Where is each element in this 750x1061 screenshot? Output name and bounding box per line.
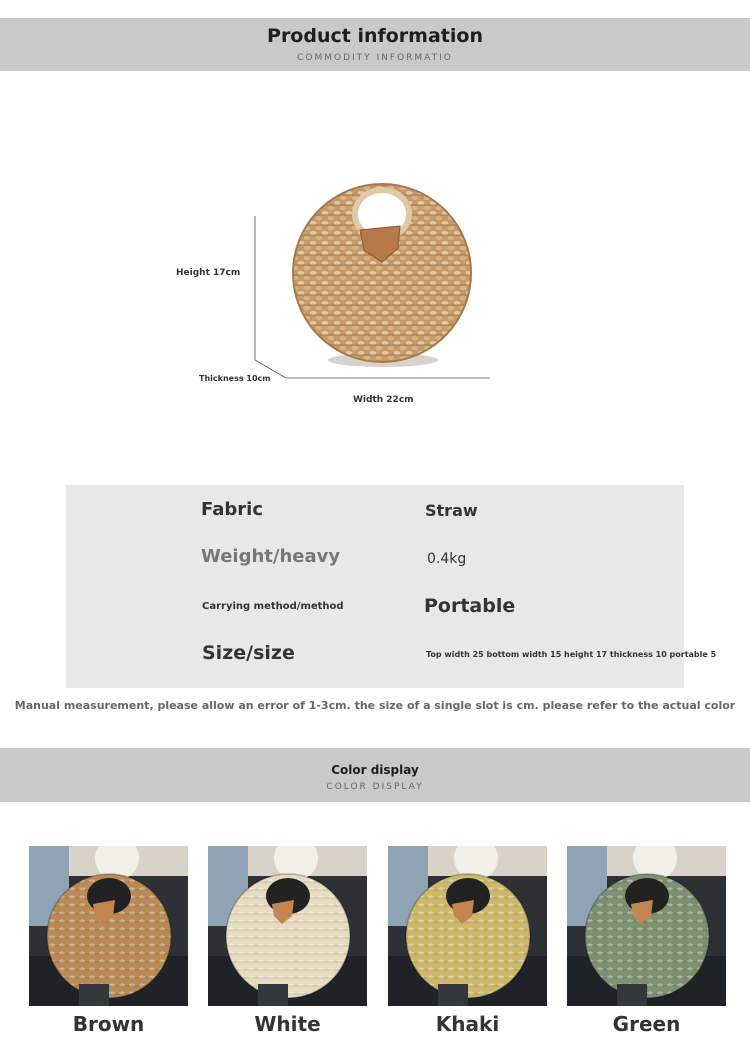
measurement-note: Manual measurement, please allow an error of 1-3cm. the size of a single slot is cm. please refer to the actual color [14, 699, 736, 712]
color-swatch-photo[interactable] [29, 846, 188, 1006]
spec-label-size: Size/size [202, 642, 295, 664]
color-label-khaki: Khaki [435, 1012, 500, 1036]
spec-label-weight: Weight/heavy [201, 546, 341, 567]
color-label-white: White [254, 1012, 321, 1036]
thickness-label: Thickness 10cm [199, 374, 271, 383]
spec-value-fabric: Straw [425, 501, 478, 520]
color-swatch-photo[interactable] [388, 846, 547, 1006]
spec-value-carrying: Portable [424, 595, 516, 617]
product-info-header [0, 18, 750, 71]
color-label-green: Green [612, 1012, 681, 1036]
color-section-subtitle: COLOR DISPLAY [326, 782, 424, 792]
color-display-header [0, 748, 750, 802]
spec-table [66, 485, 717, 688]
spec-value-weight: 0.4kg [427, 551, 467, 567]
color-label-brown: Brown [72, 1012, 145, 1036]
header-title: Product information [267, 25, 483, 47]
straw-bag-image [250, 170, 500, 390]
spec-value-size: Top width 25 bottom width 15 height 17 thickness 10 portable 5 [426, 650, 717, 659]
color-swatch-photo[interactable] [208, 846, 367, 1006]
height-label: Height 17cm [176, 268, 241, 278]
color-swatch-photo[interactable] [567, 846, 726, 1006]
spec-label-fabric: Fabric [201, 499, 263, 520]
color-section-title: Color display [331, 763, 419, 777]
header-subtitle: COMMODITY INFORMATIO [297, 53, 453, 63]
width-label: Width 22cm [353, 395, 414, 405]
spec-label-carrying: Carrying method/method [202, 601, 344, 612]
